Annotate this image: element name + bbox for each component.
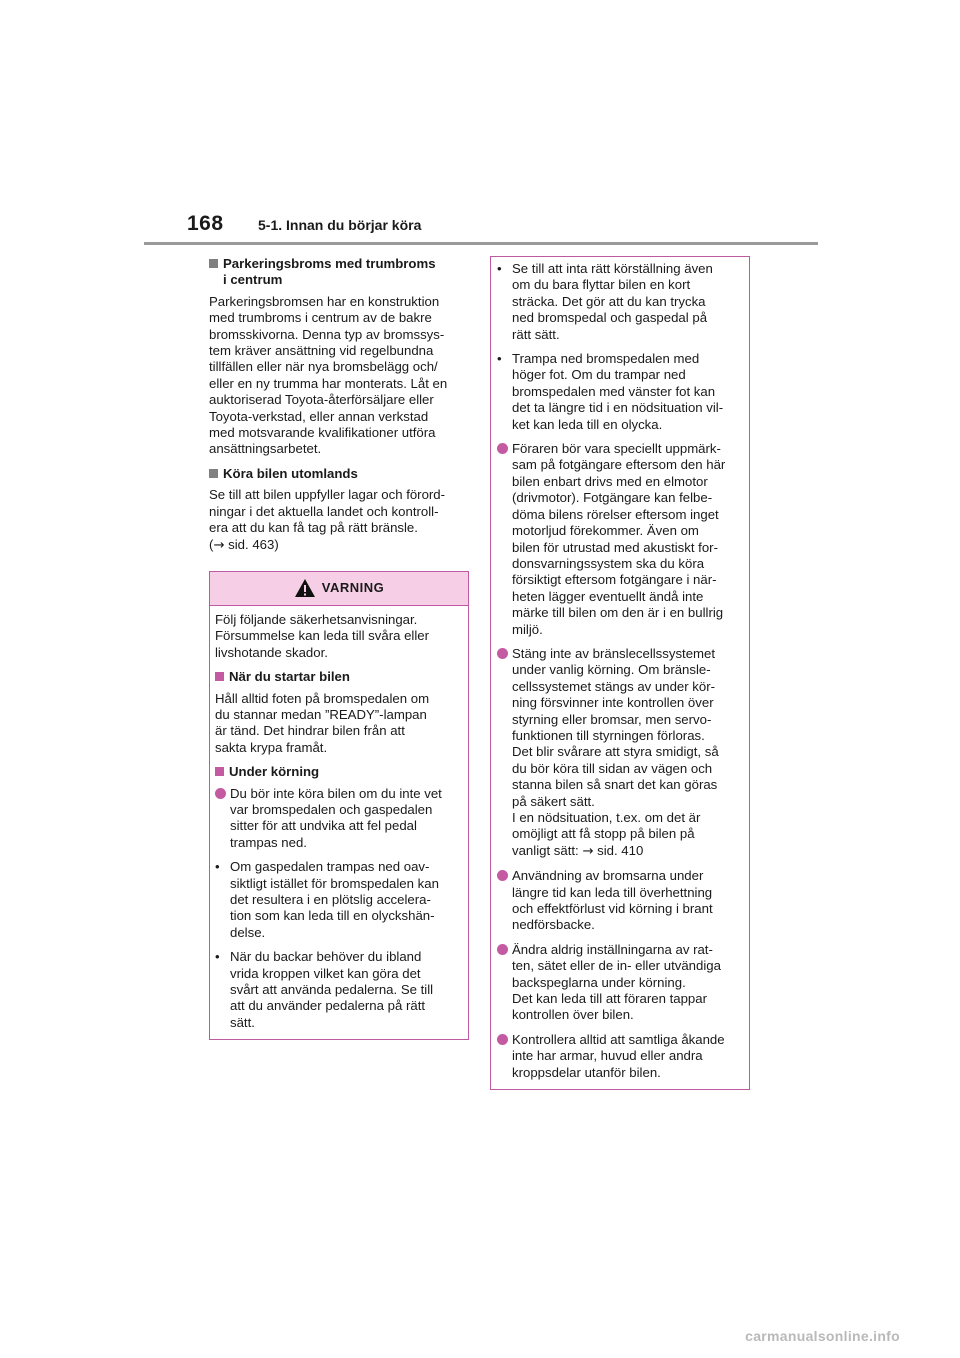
list-item [215, 859, 463, 941]
list-item-text: Kontrollera alltid att samtliga åkande inte har armar, huvud eller andra kroppsdelar utanför bilen. [512, 1031, 725, 1080]
starting-car-heading [215, 669, 463, 685]
starting-car-text: Håll alltid foten på bromspedalen om du stannar medan ”READY”-lampan är tänd. Det hindrar bilen från att sakta krypa framåt. [215, 690, 430, 755]
list-item [497, 261, 743, 343]
reference-paren: ( [209, 536, 214, 552]
list-item-text: Användning av bromsarna under längre tid kan leda till överhettning och effektförlust vid körning i brant nedförsbacke. [512, 868, 713, 933]
parking-brake-heading [209, 256, 471, 289]
header-divider [144, 242, 818, 245]
circle-bullet-icon [497, 443, 508, 454]
list-item [215, 786, 463, 852]
list-item [215, 949, 463, 1031]
parking-brake-heading-text: Parkeringsbroms med trumbroms i centrum [223, 256, 436, 288]
reference-page[interactable]: sid. 410 [593, 842, 644, 858]
reference-page: sid. 463) [224, 536, 279, 552]
driving-abroad-text: Se till att bilen uppfyller lagar och förord- ningar i det aktuella landet och kontroll- era att du kan få tag på rätt bränsle. [209, 487, 446, 536]
list-item-text: Trampa ned bromspedalen med höger fot. Om du trampar ned bromspedalen med vänster fot kan det ta längre tid i en nödsituation vil- ket kan leda till en olycka. [512, 351, 724, 432]
starting-car-heading-text: När du startar bilen [229, 669, 350, 685]
list-item-text: Se till att inta rätt körställning även om du bara flyttar bilen en kort sträcka. Det gör att du kan trycka ned bromspedal och gaspedal på rätt sätt. [512, 261, 713, 342]
driving-abroad-heading-text: Köra bilen utomlands [223, 465, 358, 481]
list-item [497, 868, 743, 934]
right-column [490, 256, 750, 1090]
section-title: 5-1. Innan du börjar köra [258, 217, 422, 233]
circle-bullet-icon [497, 870, 508, 881]
list-item-text [512, 646, 719, 860]
heading-square-icon [209, 469, 218, 478]
while-driving-heading [215, 764, 463, 780]
while-driving-heading-text: Under körning [229, 764, 320, 780]
watermark: carmanualsonline.info [745, 1328, 900, 1344]
circle-bullet-icon [497, 648, 508, 659]
fuel-cell-text: Stäng inte av bränslecellssystemet under vanlig körning. Om bränsle- cellssystemet stängs av under kör- ning försvinner inte kontrollen över styrning eller bromsar, men servo- funktionen till styrningen förloras. Det blir svårare att styra smidigt, så du bör köra till sidan av vägen och stanna bilen så snart det kan göras på säkert sätt. I en nödsituation, t.ex. om det är omöjligt att få stopp på bilen på vanligt sätt: [512, 645, 719, 858]
list-item-text: Om gaspedalen trampas ned oav- siktligt istället för bromspedalen kan det resultera i en plötslig accelera- tion som kan leda till en olyckshän- delse. [230, 859, 439, 940]
driving-abroad-heading [209, 466, 471, 482]
left-column [209, 256, 471, 1040]
list-item-text: Föraren bör vara speciellt uppmärk- sam på fotgängare eftersom den här bilen enbart drivs med en elmotor (drivmotor). Fotgängare kan felbe- döma bilens rörelser eftersom inget motorljud förekommer. Även om bilen för utrustad med akustiskt for- donsvarningssystem ska du köra försiktigt eftersom fotgängare i när- heten lägger eventuellt ändå inte märke till bilen om den är i en bullrig miljö. [512, 441, 726, 637]
bullet-icon: • [215, 949, 220, 965]
warning-body [210, 606, 468, 1039]
bullet-icon: • [497, 351, 502, 367]
heading-square-icon [209, 259, 218, 268]
circle-bullet-icon [497, 1034, 508, 1045]
parking-brake-text: Parkeringsbromsen har en konstruktion med trumbroms i centrum av de bakre bromsskivorna. Denna typ av bromssys- tem kräver ansättning vid regelbundna tillfällen eller när nya bromsbelägg och/ eller en ny trumma har monterats. Låt en auktoriserad Toyota-återförsäljare eller Toyota-verkstad, eller annan verkstad med motsvarande kvalifikationer utföra ansättningsarbetet. [209, 293, 448, 457]
heading-square-icon [215, 672, 224, 681]
page-number: 168 [187, 212, 224, 235]
arrow-right-icon: → [213, 537, 225, 553]
arrow-right-icon: → [582, 843, 594, 859]
warning-box [209, 571, 469, 1040]
list-item [497, 942, 743, 1024]
list-item [497, 351, 743, 433]
warning-continuation-box [490, 256, 750, 1090]
list-item-text: Ändra aldrig inställningarna av rat- ten, sätet eller de in- eller utvändiga backspeglarna under körning. Det kan leda till att föraren tappar kontrollen över bilen. [512, 941, 721, 1023]
list-item [497, 441, 743, 638]
heading-square-icon [215, 767, 224, 776]
warning-triangle-icon [294, 578, 316, 598]
driving-abroad-reference[interactable] [209, 537, 471, 554]
warning-intro: Följ följande säkerhetsanvisningar. Försummelse kan leda till svåra eller livshotande skador. [215, 611, 430, 660]
list-item [497, 646, 743, 860]
bullet-icon: • [497, 261, 502, 276]
circle-bullet-icon [497, 944, 508, 955]
warning-title: VARNING [321, 580, 385, 596]
circle-bullet-icon [215, 788, 226, 799]
list-item [497, 1032, 743, 1081]
list-item-text: När du backar behöver du ibland vrida kroppen vilket kan göra det svårt att använda pedalerna. Se till att du använder pedalerna på rätt sätt. [230, 949, 434, 1030]
bullet-icon: • [215, 859, 220, 875]
warning-header [210, 572, 468, 606]
list-item-text: Du bör inte köra bilen om du inte vet var bromspedalen och gaspedalen sitter för att undvika att fel pedal trampas ned. [230, 785, 442, 850]
